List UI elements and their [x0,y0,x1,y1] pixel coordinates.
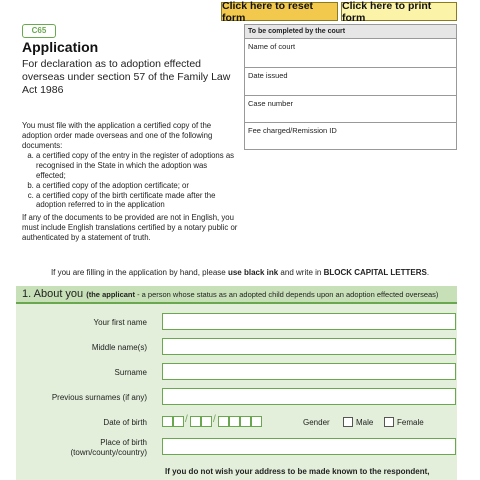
date-issued-label: Date issued [248,71,288,80]
court-name-field[interactable] [245,39,456,68]
filing-instructions [22,121,238,243]
dob-label: Date of birth [103,418,147,427]
dob-year-digit-4[interactable] [251,416,262,427]
address-confidentiality-note: If you do not wish your address to be made known to the respondent, [165,467,430,476]
list-item: b. a certified copy of the adoption certificate; or [36,181,238,191]
place-of-birth-label: Place of birth [100,438,147,447]
dob-month-digit-1[interactable] [190,416,201,427]
form-code-badge: C65 [22,24,56,38]
list-item: a. a certified copy of the entry in the register of adoptions as recognised in the State in which the adoption was effected; [36,151,238,180]
case-number-field[interactable] [245,96,456,123]
previous-surnames-input[interactable] [162,388,456,405]
dob-year-digit-1[interactable] [218,416,229,427]
dob-day-digit-1[interactable] [162,416,173,427]
surname-label: Surname [114,368,147,377]
translation-note: If any of the documents to be provided are not in English, you must include English translations certified by a notary public or authenticated by a statement of truth. [22,213,238,242]
date-separator: / [185,414,188,425]
dob-month-digit-2[interactable] [201,416,212,427]
surname-input[interactable] [162,363,456,380]
fee-charged-label: Fee charged/Remission ID [248,126,337,135]
female-checkbox[interactable] [384,417,394,427]
page-title: Application [22,39,99,55]
section-1-header: 1. About you (the applicant - a person whose status as an adopted child depends upon an adoption effected overseas) [16,286,457,304]
section-1-title: 1. About you [22,288,84,300]
handwriting-instruction: If you are filling in the application by hand, please use black ink and write in BLOCK CAPITAL LETTERS. [50,268,430,277]
case-number-label: Case number [248,99,294,108]
page-subtitle: For declaration as to adoption effected overseas under section 57 of the Family Law Act 1986 [22,58,231,96]
reset-form-button[interactable]: Click here to reset form [221,2,338,21]
court-name-label: Name of court [248,42,296,51]
court-use-box [244,24,457,150]
female-label: Female [397,418,424,427]
previous-surnames-label: Previous surnames (if any) [51,393,147,402]
male-label: Male [356,418,374,427]
court-box-heading: To be completed by the court [245,25,456,39]
first-name-label: Your first name [93,318,147,327]
date-issued-field[interactable] [245,68,456,96]
print-form-button[interactable]: Click here to print form [341,2,457,21]
middle-names-label: Middle name(s) [91,343,147,352]
dob-year-digit-3[interactable] [240,416,251,427]
list-item: c. a certified copy of the birth certificate made after the adoption referred to in the application [36,191,238,211]
dob-year-digit-2[interactable] [229,416,240,427]
male-checkbox[interactable] [343,417,353,427]
place-of-birth-hint: (town/county/country) [70,448,147,457]
instructions-paragraph: You must file with the application a certified copy of the adoption order made overseas and one of the following documents: [22,121,213,150]
fee-charged-field[interactable] [245,123,456,150]
place-of-birth-input[interactable] [162,438,456,455]
first-name-input[interactable] [162,313,456,330]
date-separator: / [213,414,216,425]
dob-day-digit-2[interactable] [173,416,184,427]
gender-label: Gender [303,418,330,427]
middle-names-input[interactable] [162,338,456,355]
